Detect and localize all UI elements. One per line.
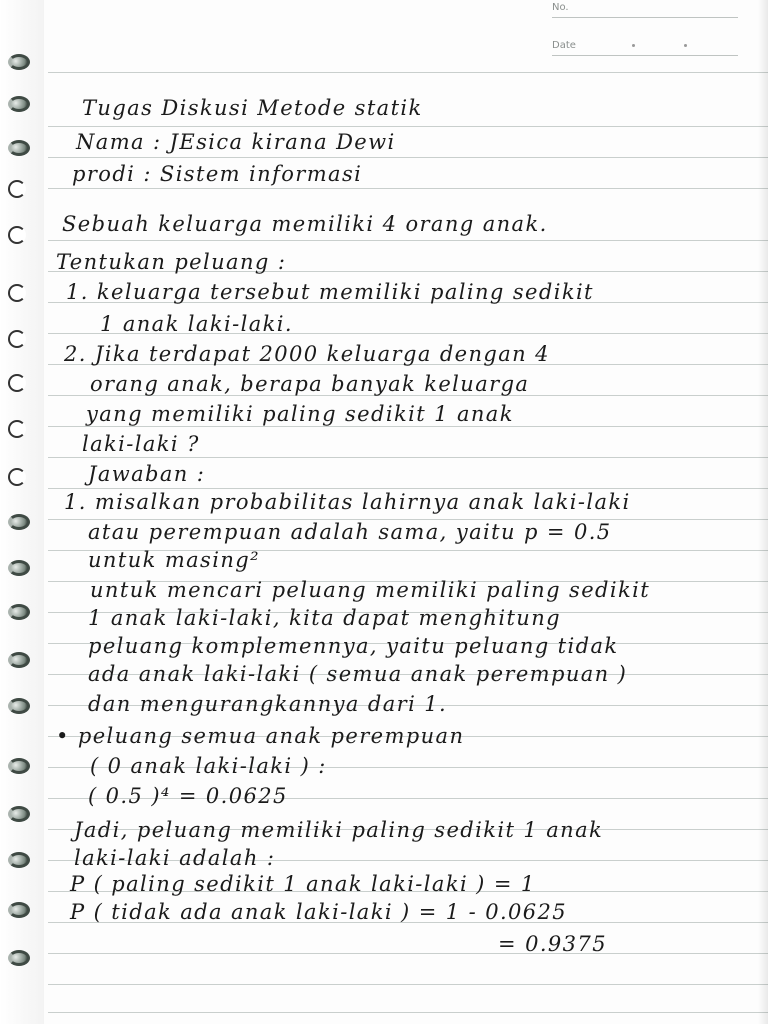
page-edge-shadow: [758, 0, 768, 1024]
answer-line: untuk mencari peluang memiliki paling sedikit: [90, 578, 651, 602]
binding-ring: [8, 330, 26, 348]
binding-ring: [8, 852, 30, 868]
binding-ring: [8, 140, 30, 156]
binding-ring: [8, 604, 30, 620]
ruled-line: [48, 157, 768, 158]
final-result: = 0.9375: [498, 932, 607, 956]
binding-ring: [8, 514, 30, 530]
binding-ring: [8, 180, 26, 198]
answer-line: 1 anak laki-laki, kita dapat menghitung: [88, 606, 562, 630]
formula-line: P ( tidak ada anak laki-laki ) = 1 - 0.0625: [70, 900, 568, 924]
student-name: Nama : JEsica kirana Dewi: [76, 130, 396, 154]
binding-ring: [8, 560, 30, 576]
answer-line: dan mengurangkannya dari 1.: [88, 692, 448, 716]
answer-line: atau perempuan adalah sama, yaitu p = 0.5: [88, 520, 612, 544]
ruled-line: [48, 457, 768, 458]
ruled-line: [48, 188, 768, 189]
ruled-line: [48, 953, 768, 954]
ruled-line: [48, 72, 768, 73]
ruled-line: [48, 984, 768, 985]
conclusion-line: laki-laki adalah :: [74, 846, 276, 870]
binding-ring: [8, 698, 30, 714]
binding-ring: [8, 950, 30, 966]
binding-ring: [8, 420, 26, 438]
binding-ring: [8, 284, 26, 302]
date-separator-dot: [632, 44, 635, 47]
answer-line: peluang komplemennya, yaitu peluang tidak: [88, 634, 619, 658]
ruled-line: [48, 426, 768, 427]
binding-ring: [8, 468, 26, 486]
binding-ring: [8, 96, 30, 112]
answer-bullet-line: • peluang semua anak perempuan: [56, 724, 465, 748]
ruled-line: [48, 1012, 768, 1013]
ruled-line: [48, 488, 768, 489]
binding-ring: [8, 652, 30, 668]
date-line: [552, 55, 738, 56]
assignment-title: Tugas Diskusi Metode statik: [82, 96, 423, 120]
answer-line: untuk masing²: [88, 548, 260, 572]
question-2-line: 2. Jika terdapat 2000 keluarga dengan 4: [64, 342, 550, 366]
formula-line: P ( paling sedikit 1 anak laki-laki ) = 1: [70, 872, 536, 896]
calculation-line: ( 0.5 )⁴ = 0.0625: [88, 784, 288, 808]
question-2-line: laki-laki ?: [82, 432, 200, 456]
answer-line: ada anak laki-laki ( semua anak perempuan ): [88, 662, 628, 686]
answer-heading: Jawaban :: [88, 462, 206, 486]
problem-instruction: Tentukan peluang :: [56, 250, 287, 274]
question-2-line: yang memiliki paling sedikit 1 anak: [86, 402, 514, 426]
date-label: Date: [552, 40, 576, 51]
question-1-line: 1. keluarga tersebut memiliki paling sedikit: [66, 280, 594, 304]
answer-line: 1. misalkan probabilitas lahirnya anak laki-laki: [64, 490, 631, 514]
answer-line: ( 0 anak laki-laki ) :: [90, 754, 327, 778]
binding-ring: [8, 806, 30, 822]
binding-ring: [8, 226, 26, 244]
ruled-line: [48, 126, 768, 127]
binding-ring: [8, 54, 30, 70]
no-line: [552, 17, 738, 18]
study-program: prodi : Sistem informasi: [72, 162, 363, 186]
binding-ring: [8, 902, 30, 918]
date-separator-dot: [684, 44, 687, 47]
binding-ring: [8, 758, 30, 774]
binding-ring: [8, 374, 26, 392]
question-1-line: 1 anak laki-laki.: [100, 312, 293, 336]
spiral-binding: [0, 0, 44, 1024]
question-2-line: orang anak, berapa banyak keluarga: [90, 372, 530, 396]
conclusion-line: Jadi, peluang memiliki paling sedikit 1 anak: [74, 818, 604, 842]
no-label: No.: [552, 2, 569, 13]
ruled-line: [48, 240, 768, 241]
problem-statement: Sebuah keluarga memiliki 4 orang anak.: [62, 212, 548, 236]
